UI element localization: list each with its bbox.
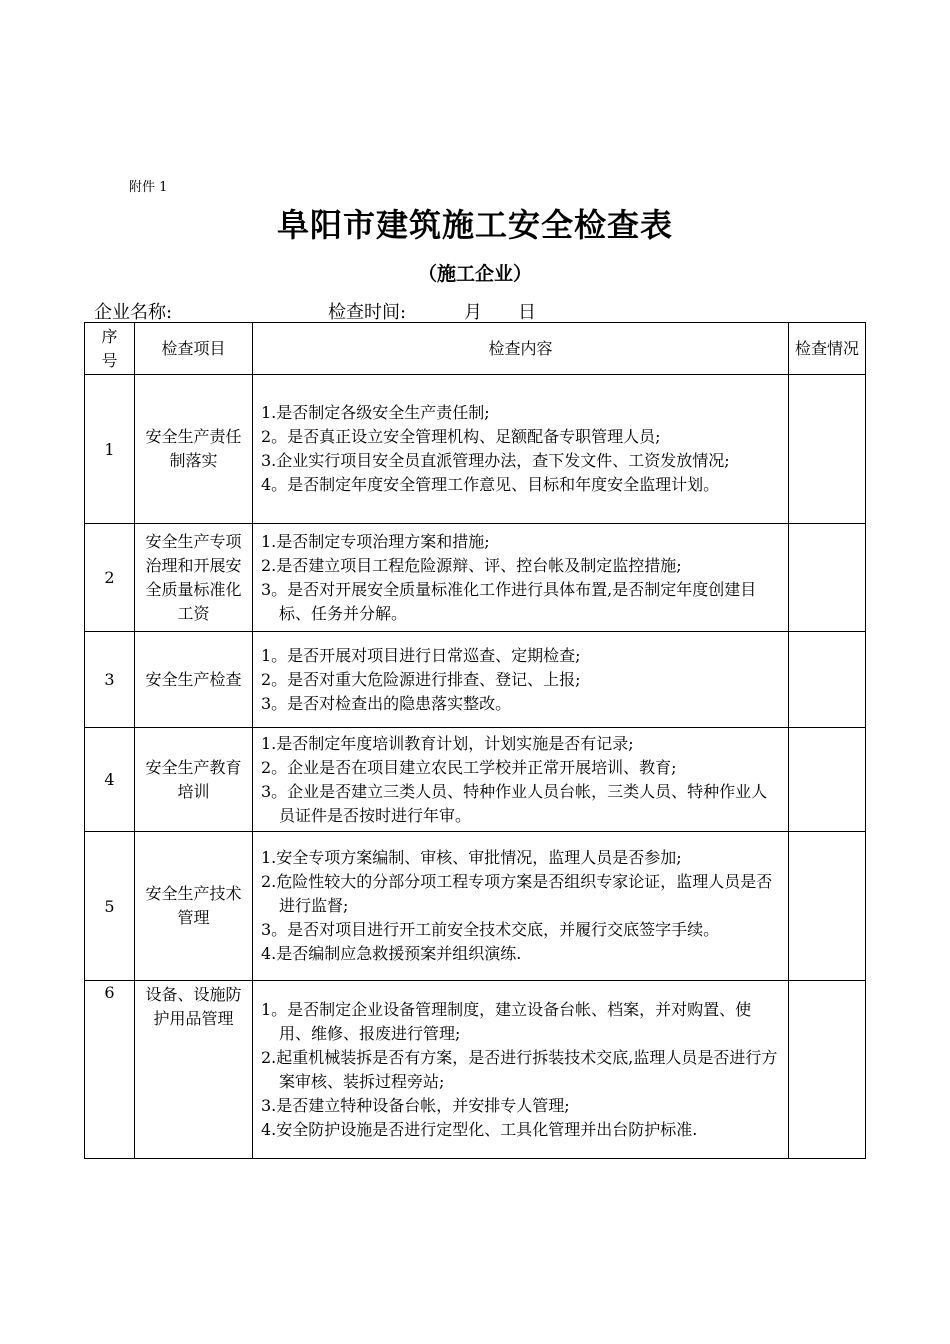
content-line: 2.起重机械装拆是否有方案，是否进行拆装技术交底,监理人员是否进行方案审核、装拆过程旁站; xyxy=(261,1047,778,1091)
check-result-cell[interactable] xyxy=(789,728,866,832)
company-name-label: 企业名称: xyxy=(94,302,173,323)
check-result-cell[interactable] xyxy=(789,981,866,1159)
table-row xyxy=(85,728,866,832)
content-line: 1.是否制定专项治理方案和措施; xyxy=(261,531,490,551)
month-label: 月 xyxy=(464,302,482,323)
check-content xyxy=(253,728,789,832)
row-number: 1 xyxy=(85,375,135,524)
attachment-label: 附件 1 xyxy=(129,180,168,195)
content-line: 1。是否制定企业设备管理制度，建立设备台帐、档案，并对购置、使用、维修、报废进行管理; xyxy=(261,999,752,1043)
header-check: 检查情况 xyxy=(789,323,866,375)
row-number: 5 xyxy=(85,832,135,981)
content-line: 4.是否编制应急救援预案并组织演练. xyxy=(261,944,522,963)
content-line: 1.安全专项方案编制、审核、审批情况，监理人员是否参加; xyxy=(261,848,682,867)
content-line: 3.是否建立特种设备台帐，并安排专人管理; xyxy=(261,1095,570,1115)
check-item: 安全生产技术管理 xyxy=(135,832,253,981)
check-result-cell[interactable] xyxy=(789,632,866,728)
check-result-cell[interactable] xyxy=(789,375,866,524)
header-item: 检查项目 xyxy=(135,323,253,375)
content-line: 3.企业实行项目安全员直派管理办法，查下发文件、工资发放情况; xyxy=(261,451,730,470)
table-row xyxy=(85,632,866,728)
page-subtitle: （施工企业） xyxy=(417,263,532,285)
header-content: 检查内容 xyxy=(253,323,789,375)
table-row xyxy=(85,832,866,981)
check-content xyxy=(253,524,789,632)
table-header-row xyxy=(85,323,866,375)
table-row xyxy=(85,524,866,632)
row-number: 4 xyxy=(85,728,135,832)
table-row xyxy=(85,981,866,1159)
content-line: 3。企业是否建立三类人员、特种作业人员台帐，三类人员、特种作业人员证件是否按时进行年审。 xyxy=(261,781,768,825)
check-content xyxy=(253,632,789,728)
page-title: 阜阳市建筑施工安全检查表 xyxy=(276,206,673,244)
content-line: 1。是否开展对项目进行日常巡查、定期检查; xyxy=(261,645,581,665)
content-line: 1.是否制定年度培训教育计划，计划实施是否有记录; xyxy=(261,733,634,753)
check-content xyxy=(253,832,789,981)
table-row xyxy=(85,375,866,524)
content-line: 3。是否对项目进行开工前安全技术交底，并履行交底签字手续。 xyxy=(261,920,720,939)
day-label: 日 xyxy=(518,302,536,323)
table-body xyxy=(85,375,866,1159)
header-no: 序号 xyxy=(85,323,135,375)
check-item: 安全生产教育培训 xyxy=(135,728,253,832)
content-line: 4。是否制定年度安全管理工作意见、目标和年度安全监理计划。 xyxy=(261,475,720,494)
check-item: 设备、设施防护用品管理 xyxy=(135,981,253,1159)
content-line: 2.是否建立项目工程危险源辩、评、控台帐及制定监控措施; xyxy=(261,555,682,575)
content-line: 3。是否对检查出的隐患落实整改。 xyxy=(261,693,512,713)
content-line: 1.是否制定各级安全生产责任制; xyxy=(261,403,490,422)
row-number: 3 xyxy=(85,632,135,728)
check-content xyxy=(253,375,789,524)
content-line: 3。是否对开展安全质量标准化工作进行具体布置,是否制定年度创建目标、任务并分解。 xyxy=(261,579,757,623)
check-time-label: 检查时间: xyxy=(328,302,407,323)
content-line: 2.危险性较大的分部分项工程专项方案是否组织专家论证，监理人员是否进行监督; xyxy=(261,872,773,915)
content-line: 2。企业是否在项目建立农民工学校并正常开展培训、教育; xyxy=(261,757,677,777)
check-content xyxy=(253,981,789,1159)
check-result-cell[interactable] xyxy=(789,524,866,632)
content-line: 2。是否真正设立安全管理机构、足额配备专职管理人员; xyxy=(261,427,661,446)
check-result-cell[interactable] xyxy=(789,832,866,981)
check-item: 安全生产专项治理和开展安全质量标准化工资 xyxy=(135,524,253,632)
content-line: 2。是否对重大危险源进行排查、登记、上报; xyxy=(261,669,581,689)
info-line xyxy=(94,298,864,324)
row-number: 2 xyxy=(85,524,135,632)
inspection-table xyxy=(84,322,866,1159)
check-item: 安全生产检查 xyxy=(135,632,253,728)
check-item: 安全生产责任制落实 xyxy=(135,375,253,524)
row-number: 6 xyxy=(85,981,135,1159)
content-line: 4.安全防护设施是否进行定型化、工具化管理并出台防护标准. xyxy=(261,1119,698,1139)
